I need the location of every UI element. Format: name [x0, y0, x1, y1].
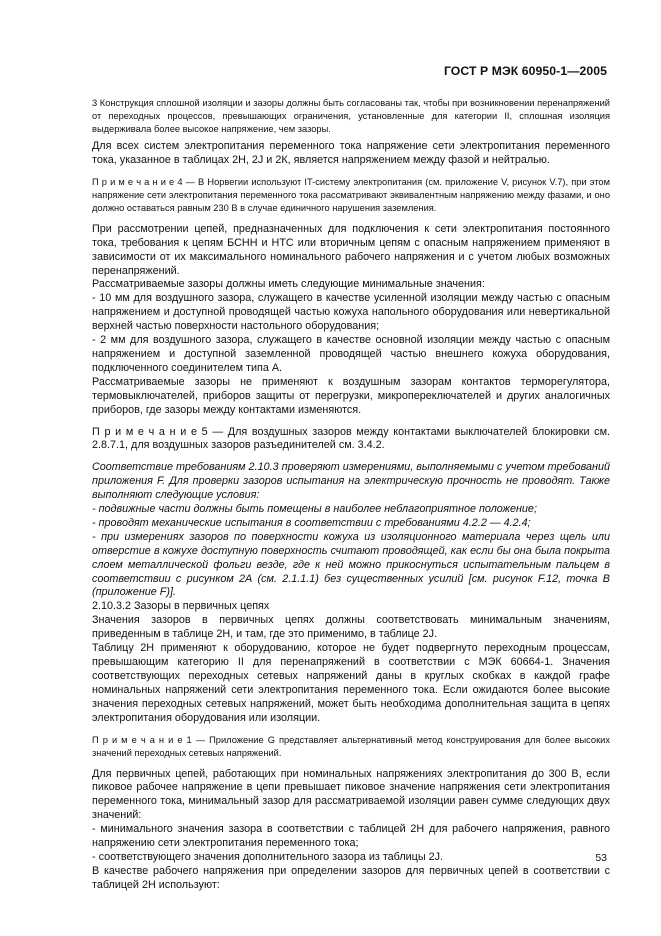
- note-label: П р и м е ч а н и е 1: [92, 734, 192, 745]
- paragraph: [92, 642, 610, 725]
- paragraph-text: Для всех систем электропитания переменного тока напряжение сети электропитания переменного тока, указанное в таблицах 2Н, 2J и 2К, является напряжением между фазой и нейтралью.: [92, 140, 610, 166]
- paragraph: [92, 823, 610, 851]
- paragraph: [92, 461, 610, 503]
- paragraph-text: Для первичных цепей, работающих при номинальных напряжениях электропитания до 300 В, если пиковое рабочее напряжение в цепи превышает пиковое значение напряжения сети электропитания переменного тока, минимальный зазор для рассматриваемой изоляции равен сумме следующих двух значений:: [92, 767, 610, 822]
- paragraph-text: 3 Конструкция сплошной изоляции и зазоры должны быть согласованы так, чтобы при возникновении перенапряжений от переходных процессов, превышающих ограничения, установленные для категории II, сплошная изоляция выдерживала более высокое напряжение, чем зазоры.: [92, 98, 610, 134]
- paragraph-text: При рассмотрении цепей, предназначенных для подключения к сети электропитания постоянного тока, требования к цепям БСНН и НТС или вторичным цепям с опасным напряжением применяют в зависимости от их максимального номинального рабочего напряжения и с учетом любых возможных перенапряжений.: [92, 222, 610, 277]
- paragraph: [92, 176, 610, 215]
- paragraph: [92, 865, 610, 893]
- note-label: П р и м е ч а н и е 4: [92, 176, 183, 187]
- paragraph: [92, 517, 610, 531]
- document-header: ГОСТ Р МЭК 60950-1—2005: [443, 64, 607, 78]
- note-label: П р и м е ч а н и е 5: [92, 425, 208, 438]
- paragraph-text: - минимального значения зазора в соответствии с таблицей 2Н для рабочего напряжения, равного напряжению сети электропитания переменного тока;: [92, 823, 610, 850]
- paragraph: [92, 278, 610, 292]
- paragraph-text: - соответствующего значения дополнительного зазора из таблицы 2J.: [92, 850, 444, 863]
- paragraph: [92, 140, 610, 168]
- paragraph-text: — Для воздушных зазоров между контактами выключателей блокировки см. 2.8.7.1, для воздушных зазоров разъединителей см. 3.4.2.: [92, 425, 610, 452]
- paragraph-text: - проводят механические испытания в соответствии с требованиями 4.2.2 — 4.2.4;: [92, 516, 531, 529]
- paragraph: [92, 734, 610, 760]
- document-body: [92, 97, 610, 893]
- paragraph: [92, 334, 610, 376]
- paragraph-text: - подвижные части должны быть помещены в наиболее неблагоприятное положение;: [92, 503, 537, 516]
- paragraph-text: — В Норвегии используют IT-систему электропитания (см. приложение V, рисунок V.7), при этом напряжение сети электропитания переменного тока рассматривают эквивалентным напряжению между фазами, и оно должно оставаться равным 230 В в случае единичного нарушения заземления.: [92, 176, 610, 213]
- paragraph: [92, 503, 610, 517]
- paragraph: [92, 97, 610, 136]
- paragraph-text: Значения зазоров в первичных цепях должны соответствовать минимальным значениям, приведенным в таблице 2Н, и там, где это применимо, в таблице 2J.: [92, 614, 610, 641]
- paragraph-text: Рассматриваемые зазоры не применяют к воздушным зазорам контактов терморегулятора, термовыключателей, приборов защиты от перегрузки, микропереключателей и других аналогичных приборов, где зазоры между контактами изменяются.: [92, 375, 610, 416]
- paragraph: [92, 376, 610, 418]
- paragraph: [92, 426, 610, 454]
- paragraph: [92, 600, 610, 614]
- paragraph-text: — Приложение G представляет альтернативный метод конструирования для более высоких значений переходных сетевых напряжений.: [92, 734, 610, 758]
- paragraph-text: Соответствие требованиям 2.10.3 проверяют измерениями, выполняемыми с учетом требований приложения F. Для проверки зазоров испытания на электрическую прочность не проводят. Также выполняют следующие условия:: [92, 461, 610, 502]
- paragraph: [92, 531, 610, 601]
- paragraph: [92, 851, 610, 865]
- paragraph-text: - при измерениях зазоров по поверхности кожуха из изоляционного материала через щель или отверстие в кожухе доступную поверхность считают проводящей, как если бы она была покрыта слоем металлической фольги везде, где к ней можно прикоснуться испытательным пальцем в соответствии с рисунком 2А (см. 2.1.1.1) без существенных усилий [см. рисунок F.12, точка В (приложение F)].: [92, 530, 610, 599]
- paragraph: [92, 223, 610, 279]
- paragraph-text: - 2 мм для воздушного зазора, служащего в качестве основной изоляции между частью с опасным напряжением и доступной заземленной проводящей частью внешнего кожуха оборудования, подключенного соединителем типа А.: [92, 334, 610, 374]
- paragraph-text: В качестве рабочего напряжения при определении зазоров для первичных цепей в соответствии с таблицей 2Н используют:: [92, 864, 610, 891]
- paragraph-text: 2.10.3.2 Зазоры в первичных цепях: [92, 600, 270, 613]
- paragraph: [92, 768, 610, 824]
- paragraph: [92, 292, 610, 334]
- paragraph: [92, 614, 610, 642]
- paragraph-text: Таблицу 2Н применяют к оборудованию, которое не будет подвергнуто переходным процессам, превышающим категорию II для перенапряжений в соответствии с МЭК 60664-1. Значения соответствующих переходных сетевых напряжений даны в круглых скобках в каждой графе номинальных напряжений сети электропитания переменного тока. Если ожидаются более высокие значения переходных сетевых напряжений, может быть необходима дополнительная защита в цепях электропитания оборудования или изоляции.: [92, 642, 610, 724]
- page-number: 53: [595, 852, 607, 864]
- paragraph-text: - 10 мм для воздушного зазора, служащего в качестве усиленной изоляции между частью с опасным напряжением и доступной проводящей частью кожуха напольного оборудования или невертикальной верхней частью поверхности настольного оборудования;: [92, 292, 610, 333]
- paragraph-text: Рассматриваемые зазоры должны иметь следующие минимальные значения:: [92, 278, 485, 291]
